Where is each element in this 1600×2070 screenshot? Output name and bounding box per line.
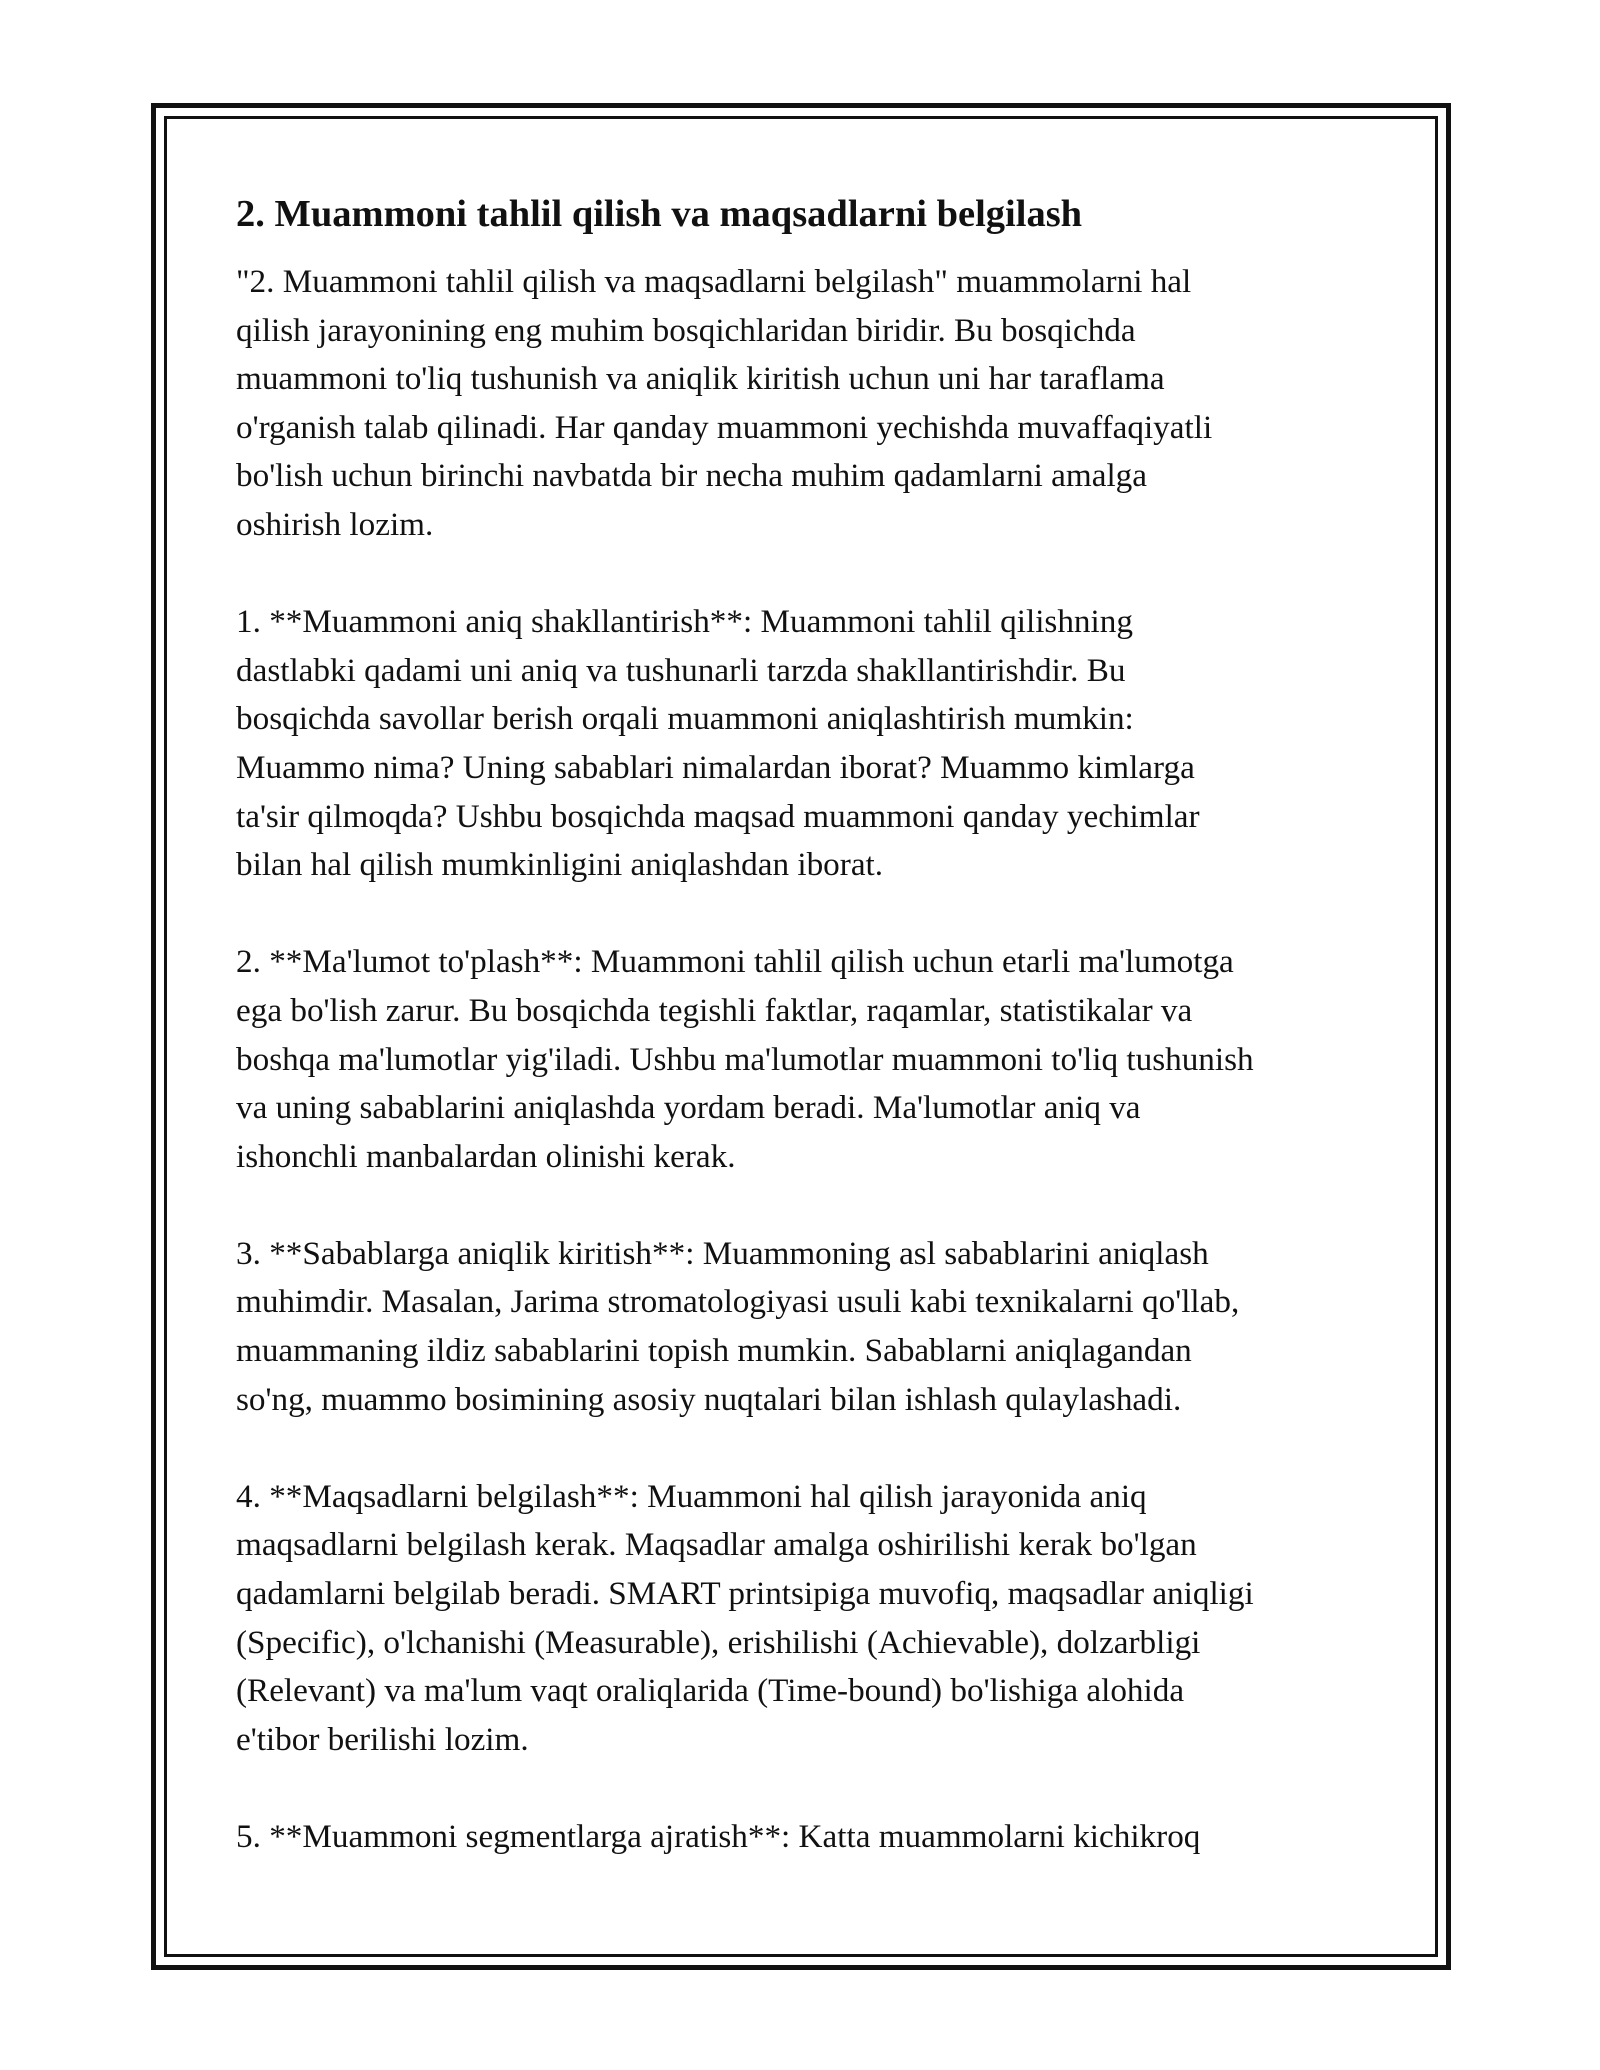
text-line: bosqichda savollar berish orqali muammoni aniqlashtirish mumkin: [236,700,1134,738]
document-body [236,188,1376,1862]
text-line: 4. **Maqsadlarni belgilash**: Muammoni hal qilish jarayonida aniq [236,1477,1147,1515]
text-line: va uning sabablarini aniqlashda yordam beradi. Ma'lumotlar aniq va [236,1089,1141,1127]
step-5-paragraph [236,1813,1376,1862]
text-line: dastlabki qadami uni aniq va tushunarli tarzda shakllantirishdir. Bu [236,651,1126,689]
step-4-paragraph [236,1473,1376,1765]
text-line: o'rganish talab qilinadi. Har qanday muammoni yechishda muvaffaqiyatli [236,408,1213,446]
text-line: 1. **Muammoni aniq shakllantirish**: Muammoni tahlil qilishning [236,603,1133,641]
text-line: Muammo nima? Uning sabablari nimalardan iborat? Muammo kimlarga [236,748,1195,786]
section-heading: 2. Muammoni tahlil qilish va maqsadlarni belgilash [236,193,1083,235]
text-line: (Relevant) va ma'lum vaqt oraliqlarida (Time-bound) bo'lishiga alohida [236,1672,1185,1710]
text-line: boshqa ma'lumotlar yig'iladi. Ushbu ma'lumotlar muammoni to'liq tushunish [236,1040,1254,1078]
text-line: bo'lish uchun birinchi navbatda bir necha muhim qadamlarni amalga [236,457,1147,495]
text-line: qilish jarayonining eng muhim bosqichlaridan biridir. Bu bosqichda [236,311,1136,349]
text-line: so'ng, muammo bosimining asosiy nuqtalari bilan ishlash qulaylashadi. [236,1380,1182,1418]
text-line: qadamlarni belgilab beradi. SMART printsipiga muvofiq, maqsadlar aniqligi [236,1575,1254,1613]
step-2-paragraph [236,938,1376,1181]
text-line: ta'sir qilmoqda? Ushbu bosqichda maqsad muammoni qanday yechimlar [236,797,1200,835]
text-line: 3. **Sabablarga aniqlik kiritish**: Muammoning asl sabablarini aniqlash [236,1234,1209,1272]
text-line: maqsadlarni belgilash kerak. Maqsadlar amalga oshirilishi kerak bo'lgan [236,1526,1197,1564]
step-1-paragraph [236,598,1376,890]
text-line: muammaning ildiz sabablarini topish mumkin. Sabablarni aniqlagandan [236,1332,1192,1370]
text-line: e'tibor berilishi lozim. [236,1720,529,1758]
text-line: (Specific), o'lchanishi (Measurable), erishilishi (Achievable), dolzarbligi [236,1623,1201,1661]
text-line: bilan hal qilish mumkinligini aniqlashdan iborat. [236,846,884,884]
text-line: muhimdir. Masalan, Jarima stromatologiyasi usuli kabi texnikalarni qo'llab, [236,1283,1240,1321]
text-line: 2. **Ma'lumot to'plash**: Muammoni tahlil qilish uchun etarli ma'lumotga [236,943,1234,981]
text-line: 5. **Muammoni segmentlarga ajratish**: Katta muammolarni kichikroq [236,1818,1201,1855]
step-3-paragraph [236,1230,1376,1424]
text-line: oshirish lozim. [236,505,434,543]
intro-paragraph [236,258,1376,550]
text-line: ishonchli manbalardan olinishi kerak. [236,1137,736,1175]
text-line: "2. Muammoni tahlil qilish va maqsadlarni belgilash" muammolarni hal [236,263,1192,300]
text-line: ega bo'lish zarur. Bu bosqichda tegishli faktlar, raqamlar, statistikalar va [236,991,1193,1029]
text-line: muammoni to'liq tushunish va aniqlik kiritish uchun uni har taraflama [236,360,1165,398]
